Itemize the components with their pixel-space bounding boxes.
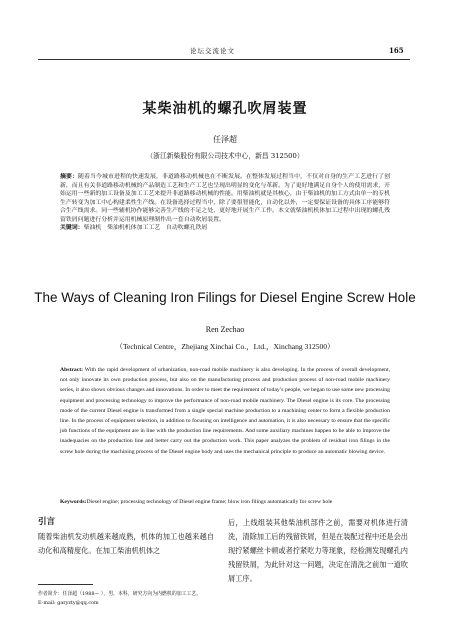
section-heading-intro: 引言	[38, 517, 56, 527]
keywords-label-cn: 关键词：	[60, 224, 84, 231]
footnote	[38, 590, 214, 607]
keywords-text-en: Diesel engine; processing technology of Diesel engine frame; blow iron filings automatically for screw hole	[86, 499, 333, 505]
keywords-chinese	[60, 224, 390, 233]
abstract-chinese	[60, 173, 390, 225]
abstract-label-cn: 摘要：	[60, 173, 79, 180]
page-number: 165	[389, 46, 404, 55]
intro-text-right-column: 后，上线组装其他柴油机部件之前，需要对机体进行清洗，清除加工后的残留铁屑，但是在装配过程中还是会出现拧紧螺丝卡顿或者拧紧吃力等现象，经检测发现螺孔内残留铁屑，为此针对这一问题，决定在清洗之前加一道吹屑工序。	[228, 518, 408, 583]
keywords-english	[60, 498, 390, 507]
footnote-email: E-mail: garyzty@qq.com	[38, 599, 99, 606]
footnote-rule	[38, 584, 93, 585]
keywords-label-en: Keywords:	[60, 499, 87, 505]
abstract-english	[60, 365, 390, 457]
title-chinese: 某柴油机的螺孔吹屑装置	[142, 101, 308, 117]
title-english: The Ways of Cleaning Iron Filings for Diesel Engine Screw Hole	[34, 290, 416, 305]
author-english: Ren Zechao	[205, 325, 245, 334]
author-chinese: 任泽超	[213, 135, 237, 144]
affiliation-english: （Technical Centre，Zhejiang Xinchai Co.，Ltd.，Xinchang 312500）	[115, 342, 335, 351]
abstract-label-en: Abstract:	[60, 367, 84, 373]
footnote-author-info: 作者简介：任泽超（1988— ），男，本科，研究方向为内燃机的加工工艺。	[38, 591, 202, 597]
abstract-text-en: With the rapid development of urbanization, non-road mobile machinery is also developing. In the process of overall development, not only innovate its own production process, but also on the manufacturing process and production process of non-road mobile machinery series, it also shows obvious changes and innovations. In order to meet the requirement of today’s people, we began to use some new processing equipment and processing technology to improve the performance of non-road mobile machinery. The Diesel engine is its core. The processing mode of the current Diesel engine is transformed from a single special machine production to a machining center to form a flexible production line. In the process of equipment selection, in addition to focusing on intelligence and automation, it is also necessary to ensure that the specific job functions of the equipment are in line with the production line requirements. And some auxiliary machines happen to be able to improve the inadequacies on the production line and better carry out the production work. This paper analyzes the problem of residual iron filings in the screw hole during the machining process of the Diesel engine body and uses the mechanical principle to produce an automatic blowing device.	[60, 367, 390, 455]
running-title: 论坛交流论文	[190, 47, 235, 55]
affiliation-chinese: （浙江新柴股份有限公司技术中心，新昌 312500）	[146, 152, 304, 160]
header-rule	[38, 59, 410, 60]
abstract-text-cn: 随着当今城市进程的快速发展，非道路移动机械也在不断发展。在整体发展过程当中，不仅对自身的生产工艺进行了创新，而且有关非道路移动机械的产品制造工艺和生产工艺也呈现出明显的变化与革新。为了更好地满足自身个人的使用需求，开始运用一些新的加工设备及加工工艺来提升非道路移动机械的性能。用柴油机就是其核心，由于柴油机的加工方式由单一的专机生产转变为加工中心构建柔性生产线。在设备选择过程当中，除了要很智能化，自动化以外，一定要保证设备的具体工序能够符合生产线需求。同一些辅机协作能够完善生产线的不足之处，更好地开展生产工作。本文就柴油机机体加工过程中出现的螺孔残留铁屑问题进行分析并运用机械原理制作出一套自动吹屑装置。	[60, 174, 391, 223]
intro-text-left-column: 随着柴油机发动机越来越成熟，机体的加工也越来越自动化和高精度化。在加工柴油机机体之	[38, 532, 214, 555]
keywords-text-cn: 柴油机 柴油机机体加工工艺 自动吹螺孔铁屑	[83, 225, 208, 231]
